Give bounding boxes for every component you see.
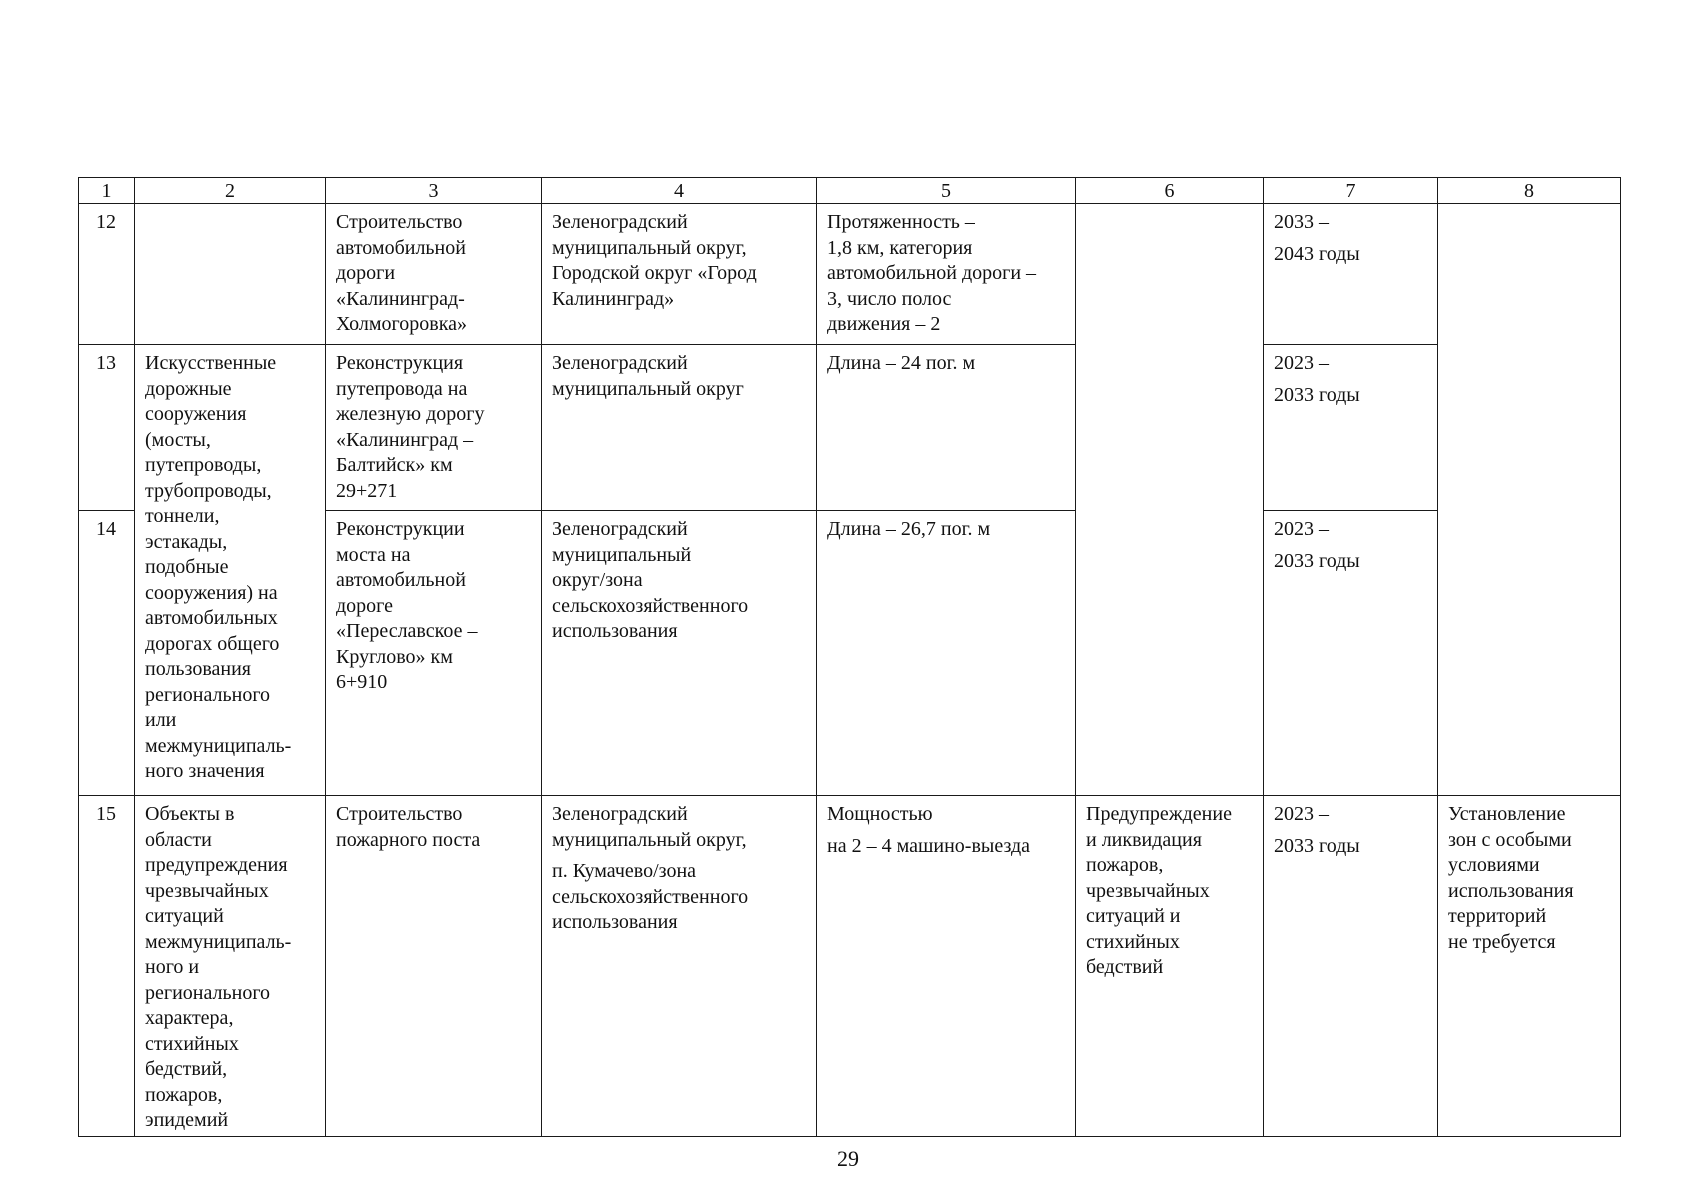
column-header-7: 7 xyxy=(1264,178,1438,204)
object-name-cell: Реконструкция путепровода на железную дорогу «Калининград – Балтийск» км 29+271 xyxy=(326,345,542,511)
column-header-8: 8 xyxy=(1438,178,1621,204)
purpose-cell: Предупреждение и ликвидация пожаров, чрезвычайных ситуаций и стихийных бедствий xyxy=(1076,796,1264,1137)
period-start: 2023 – xyxy=(1274,518,1329,540)
category-cell: Искусственные дорожные сооружения (мосты, путепроводы, трубопроводы, тоннели, эстакады, подобные сооружения) на автомобильных дорогах общего пользования регионального или межмуниципаль- ного значения xyxy=(135,345,326,796)
period-start: 2023 – xyxy=(1274,352,1329,374)
column-header-6: 6 xyxy=(1076,178,1264,204)
row-number: 13 xyxy=(79,345,135,511)
location-cell: Зеленоградский муниципальный округ, Городской округ «Город Калининград» xyxy=(542,204,817,345)
period-end: 2033 годы xyxy=(1274,383,1360,406)
column-header-5: 5 xyxy=(817,178,1076,204)
row-number: 14 xyxy=(79,511,135,796)
table-row xyxy=(79,796,1621,1137)
characteristics-cell xyxy=(817,796,1076,1137)
location-cell: Зеленоградский муниципальный округ/зона сельскохозяйственного использования xyxy=(542,511,817,796)
row-number: 12 xyxy=(79,204,135,345)
column-header-3: 3 xyxy=(326,178,542,204)
row-number: 15 xyxy=(79,796,135,1137)
category-cell-empty xyxy=(135,204,326,345)
objects-table xyxy=(78,177,1621,1137)
period-end: 2033 годы xyxy=(1274,834,1360,857)
capacity-label: Мощностью xyxy=(827,803,933,825)
page-number: 29 xyxy=(837,1146,859,1171)
purpose-cell-empty xyxy=(1076,204,1264,796)
table-row xyxy=(79,345,1621,511)
column-header-2: 2 xyxy=(135,178,326,204)
location-cell: Зеленоградский муниципальный округ xyxy=(542,345,817,511)
period-cell xyxy=(1264,511,1438,796)
characteristics-cell: Длина – 26,7 пог. м xyxy=(817,511,1076,796)
location-district: Зеленоградский муниципальный округ, xyxy=(552,803,747,851)
characteristics-cell: Длина – 24 пог. м xyxy=(817,345,1076,511)
zones-cell-empty xyxy=(1438,204,1621,796)
table-row xyxy=(79,204,1621,345)
period-cell xyxy=(1264,796,1438,1137)
period-cell xyxy=(1264,204,1438,345)
location-settlement: п. Кумачево/зона сельскохозяйственного использования xyxy=(552,860,749,933)
period-end: 2043 годы xyxy=(1274,242,1360,265)
capacity-value: на 2 – 4 машино-выезда xyxy=(827,834,1031,857)
object-name-cell: Строительство автомобильной дороги «Калининград- Холмогоровка» xyxy=(326,204,542,345)
period-start: 2023 – xyxy=(1274,803,1329,825)
zones-cell: Установление зон с особыми условиями использования территорий не требуется xyxy=(1438,796,1621,1137)
object-name-cell: Строительство пожарного поста xyxy=(326,796,542,1137)
table-header-row xyxy=(79,178,1621,204)
location-cell xyxy=(542,796,817,1137)
period-start: 2033 – xyxy=(1274,211,1329,233)
period-cell xyxy=(1264,345,1438,511)
characteristics-cell: Протяженность – 1,8 км, категория автомобильной дороги – 3, число полос движения – 2 xyxy=(817,204,1076,345)
category-cell: Объекты в области предупреждения чрезвычайных ситуаций межмуниципаль- ного и регионального характера, стихийных бедствий, пожаров, эпидемий xyxy=(135,796,326,1137)
column-header-4: 4 xyxy=(542,178,817,204)
object-name-cell: Реконструкции моста на автомобильной дороге «Переславское – Круглово» км 6+910 xyxy=(326,511,542,796)
period-end: 2033 годы xyxy=(1274,549,1360,572)
column-header-1: 1 xyxy=(79,178,135,204)
